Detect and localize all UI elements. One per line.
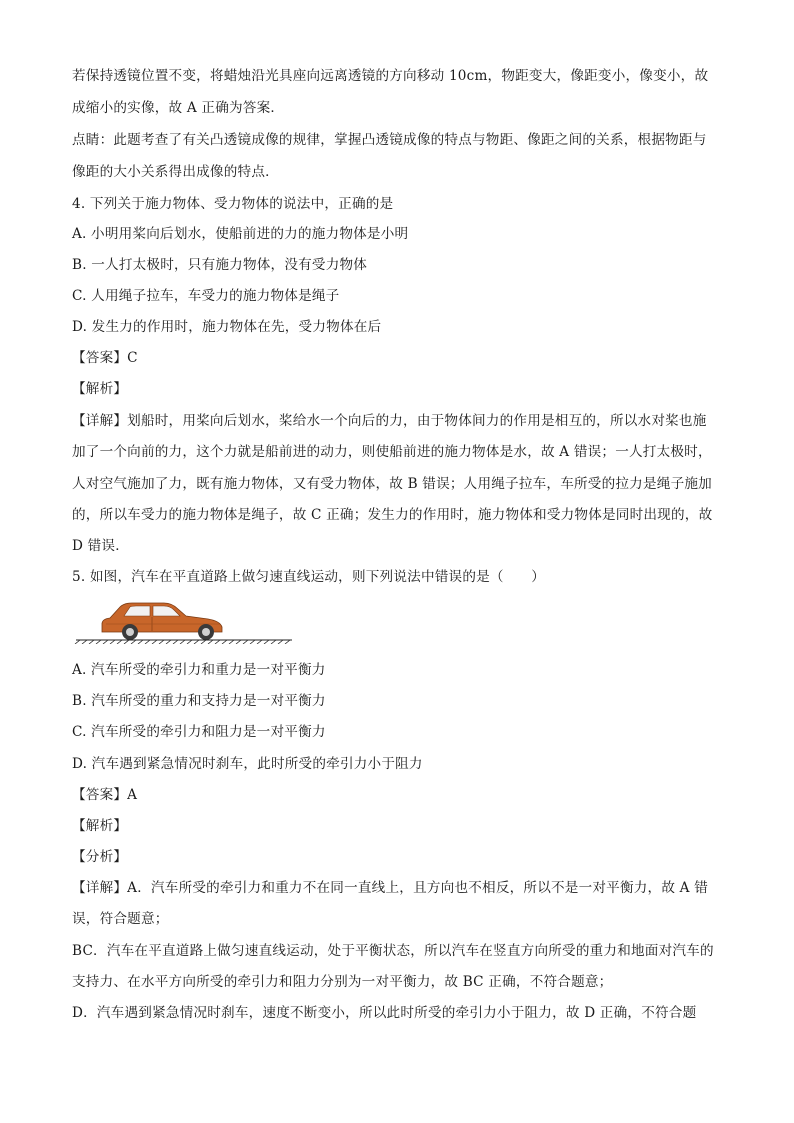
option-b: B. 一人打太极时，只有施力物体，没有受力物体 (72, 257, 368, 273)
question-4-stem: 4. 下列关于施力物体、受力物体的说法中，正确的是 (72, 196, 394, 212)
option-c: C. 汽车所受的牵引力和阻力是一对平衡力 (72, 724, 326, 740)
option-a: A. 汽车所受的牵引力和重力是一对平衡力 (72, 662, 326, 678)
ground-icon (75, 640, 292, 644)
option-c: C. 人用绳子拉车，车受力的施力物体是绳子 (72, 288, 340, 304)
option-b: B. 汽车所受的重力和支持力是一对平衡力 (72, 693, 326, 709)
text-line: D．汽车遇到紧急情况时刹车，速度不断变小，所以此时所受的牵引力小于阻力，故 D 正确，不符合题 (72, 1005, 697, 1021)
question-5-stem: 5. 如图，汽车在平直道路上做匀速直线运动，则下列说法中错误的是（ ） (72, 569, 546, 585)
option-a: A. 小明用桨向后划水，使船前进的力的施力物体是小明 (72, 226, 409, 242)
text-line: D 错误． (72, 538, 130, 554)
text-line: 支持力、在水平方向所受的牵引力和阻力分别为一对平衡力，故 BC 正确，不符合题意； (72, 974, 613, 990)
text-line: 误，符合题意； (72, 911, 169, 927)
text-line: 成缩小的实像，故 A 正确为答案． (72, 100, 285, 116)
analysis-label: 【解析】 (72, 818, 128, 834)
text-line: 人对空气施加了力，既有施力物体，又有受力物体，故 B 错误；人用绳子拉车，车所受的拉力是绳子施加 (72, 476, 712, 492)
option-d: D. 汽车遇到紧急情况时刹车，此时所受的牵引力小于阻力 (72, 756, 423, 772)
reasoning-label: 【分析】 (72, 849, 128, 865)
text-line: 的，所以车受力的施力物体是绳子，故 C 正确；发生力的作用时，施力物体和受力物体是同时出现的，故 (72, 507, 713, 523)
text-line: 【详解】划船时，用桨向后划水，桨给水一个向后的力，由于物体间力的作用是相互的，所以水对桨也施 (72, 413, 707, 429)
option-d: D. 发生力的作用时，施力物体在先，受力物体在后 (72, 319, 382, 335)
text-line: 若保持透镜位置不变，将蜡烛沿光具座向远离透镜的方向移动 10cm，物距变大，像距变小，像变小，故 (72, 68, 709, 84)
car-icon (102, 603, 222, 640)
text-line: 【详解】A．汽车所受的牵引力和重力不在同一直线上，且方向也不相反，所以不是一对平衡力，故 A 错 (72, 880, 708, 896)
text-line: 点睛：此题考查了有关凸透镜成像的规律，掌握凸透镜成像的特点与物距、像距之间的关系，根据物距与 (72, 132, 707, 148)
analysis-label: 【解析】 (72, 381, 128, 397)
answer-label: 【答案】A (72, 787, 138, 803)
car-on-road-figure (72, 594, 294, 644)
text-line: BC．汽车在平直道路上做匀速直线运动，处于平衡状态，所以汽车在竖直方向所受的重力和地面对汽车的 (72, 943, 714, 959)
text-line: 像距的大小关系得出成像的特点． (72, 164, 279, 180)
answer-label: 【答案】C (72, 350, 138, 366)
text-line: 加了一个向前的力，这个力就是船前进的动力，则使船前进的施力物体是水，故 A 错误；一人打太极时， (72, 444, 712, 460)
